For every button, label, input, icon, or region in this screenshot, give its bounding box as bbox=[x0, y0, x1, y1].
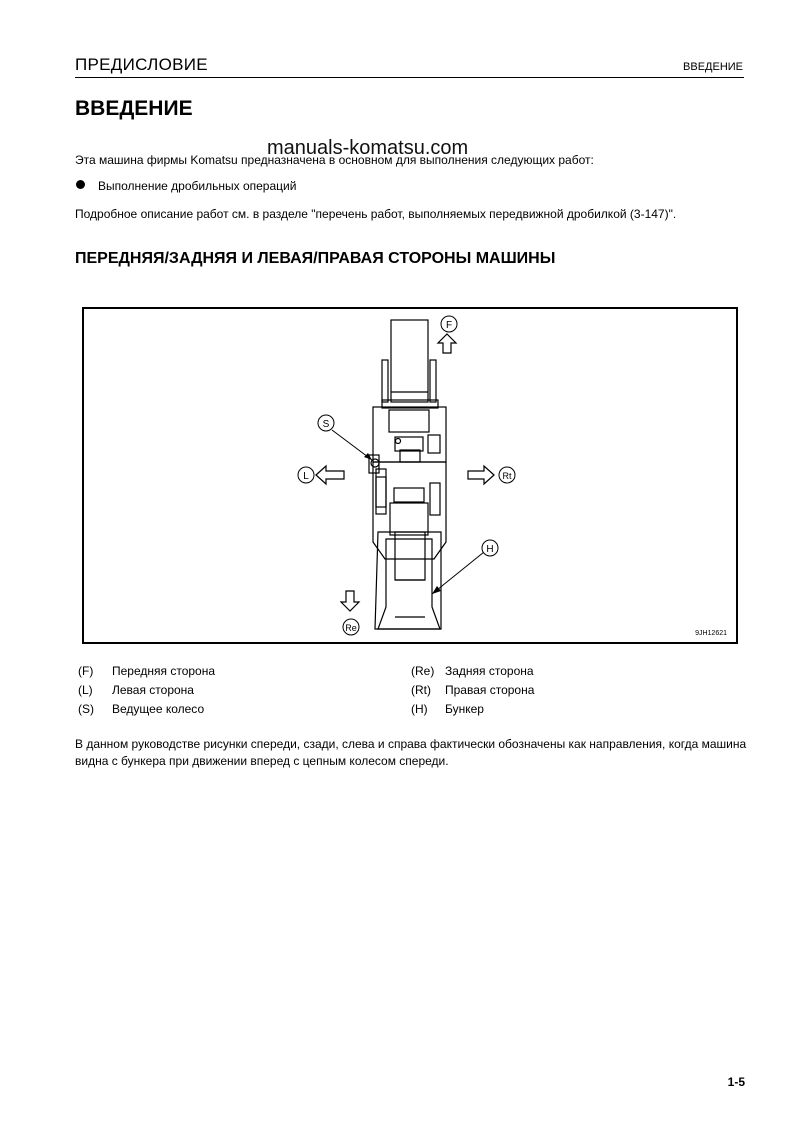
figure-code: 9JH12621 bbox=[695, 630, 727, 637]
legend-code-rear: (Re) bbox=[411, 664, 435, 678]
section-heading: ПЕРЕДНЯЯ/ЗАДНЯЯ И ЛЕВАЯ/ПРАВАЯ СТОРОНЫ МАШИНЫ bbox=[75, 250, 556, 267]
legend-code-left: (L) bbox=[78, 683, 93, 697]
bullet-dot-icon bbox=[76, 180, 85, 189]
legend-code-right: (Rt) bbox=[411, 683, 431, 697]
legend-code-hopper: (H) bbox=[411, 702, 428, 716]
bullet-item: Выполнение дробильных операций bbox=[98, 179, 297, 193]
machine-orientation-figure bbox=[82, 307, 738, 644]
legend-text-front: Передняя сторона bbox=[112, 664, 216, 678]
label-hopper: H bbox=[486, 544, 494, 555]
page-number: 1-5 bbox=[727, 1075, 745, 1089]
legend-text-left: Левая сторона bbox=[112, 683, 194, 697]
page-title: ВВЕДЕНИЕ bbox=[75, 97, 193, 120]
label-rear: Re bbox=[345, 623, 357, 633]
legend-text-hopper: Бункер bbox=[445, 702, 484, 716]
intro-paragraph: Эта машина фирмы Komatsu предназначена в основном для выполнения следующих работ: bbox=[75, 153, 594, 167]
explanation-paragraph: В данном руководстве рисунки спереди, сзади, слева и справа фактически обозначены как направления, когда машина видна с бункера при движении вперед с цепным колесом спереди. bbox=[75, 737, 747, 768]
header-divider bbox=[75, 77, 744, 78]
label-left: L bbox=[303, 471, 309, 482]
watermark-text: manuals-komatsu.com bbox=[267, 137, 469, 159]
label-sprocket: S bbox=[322, 419, 330, 430]
reference-paragraph: Подробное описание работ см. в разделе "перечень работ, выполняемых передвижной дробилкой (3-147)". bbox=[75, 207, 677, 221]
legend-text-sprocket: Ведущее колесо bbox=[112, 702, 205, 716]
label-right: Rt bbox=[502, 471, 512, 481]
legend-text-rear: Задняя сторона bbox=[445, 664, 534, 678]
figure-frame bbox=[83, 308, 737, 643]
legend-text-right: Правая сторона bbox=[445, 683, 535, 697]
legend-code-front: (F) bbox=[78, 664, 94, 678]
legend-code-sprocket: (S) bbox=[78, 702, 94, 716]
header-subsection-title: ВВЕДЕНИЕ bbox=[683, 61, 743, 73]
label-front: F bbox=[445, 320, 453, 331]
header-section-title: ПРЕДИСЛОВИЕ bbox=[75, 55, 208, 74]
